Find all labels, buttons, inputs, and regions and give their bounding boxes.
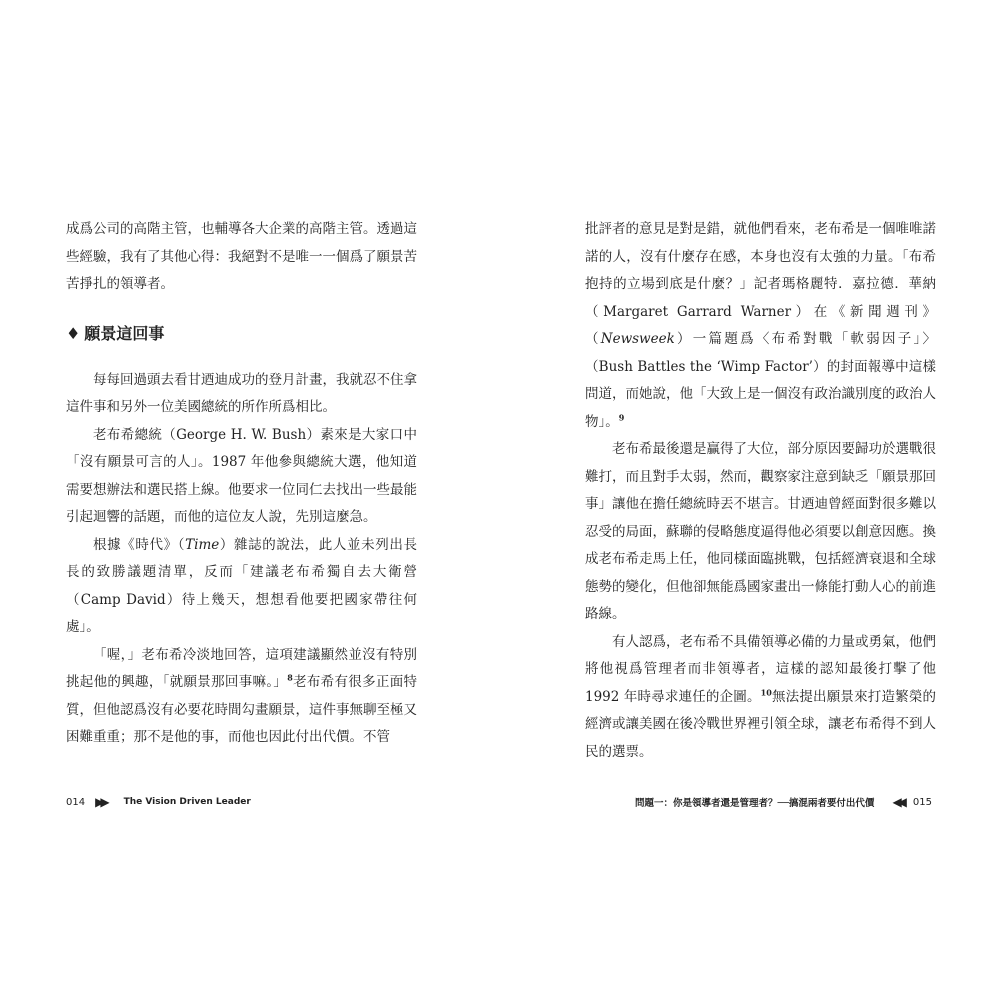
right-page bbox=[500, 0, 999, 999]
magazine-title-italic: Time bbox=[185, 536, 220, 553]
right-footer bbox=[635, 794, 932, 810]
paragraph bbox=[585, 629, 936, 767]
running-head-book-title: The Vision Driven Leader bbox=[123, 797, 251, 807]
paragraph-text: 「喔，」老布希冷淡地回答，這項建議顯然並沒有特別挑起他的興趣，「就願景那回事嘛。」 bbox=[66, 646, 417, 690]
diamond-bullet-icon: ♦ bbox=[66, 323, 81, 343]
double-arrow-right-icon: ▶▶ bbox=[95, 795, 106, 809]
paragraph-text: 批評者的意見是對是錯，就他們看來，老布希是一個唯唯諾諾的人，沒有什麼存在感，本身也沒有太強的力量。「布希抱持的立場到底是什麼？」記者瑪格麗特．嘉拉德．華納（Margaret Garrard Warner）在《新聞週刊》（ bbox=[585, 221, 936, 347]
section-heading-text: 願景這回事 bbox=[84, 323, 165, 343]
paragraph-continuation bbox=[585, 216, 936, 436]
page-number: 015 bbox=[912, 796, 932, 808]
left-page-body bbox=[66, 216, 417, 752]
footnote-marker: 10 bbox=[760, 687, 772, 697]
right-page-body bbox=[585, 216, 936, 766]
left-footer bbox=[66, 794, 251, 810]
double-arrow-left-icon: ◀◀ bbox=[892, 795, 903, 809]
paragraph-text: 有人認爲，老布希不具備領導必備的力量或勇氣，他們將他視爲管理者而非領導者，這樣的認知最後打擊了他 1992 年時尋求連任的企圖。 bbox=[585, 633, 936, 705]
footnote-marker: 8 bbox=[287, 672, 293, 683]
paragraph-text: 無法提出願景來打造繁榮的經濟或讓美國在後冷戰世界裡引領全球，讓老布希得不到人民的選票。 bbox=[585, 688, 937, 760]
paragraph-text: ）雜誌的說法，此人並未列出長長的致勝議題清單，反而「建議老布希獨自去大衛營（Camp David）待上幾天，想想看他要把國家帶往何處」。 bbox=[66, 536, 417, 635]
paragraph: 老布希總統（George H. W. Bush）素來是大家口中「沒有願景可言的人」。1987 年他參與總統大選，他知道需要想辦法和選民搭上線。他要求一位同仁去找出一些最能引起迴響的話題，而他的這位友人說，先別這麼急。 bbox=[66, 426, 417, 525]
paragraph bbox=[66, 642, 417, 752]
paragraph: 老布希最後還是贏得了大位，部分原因要歸功於選戰很難打，而且對手太弱，然而，觀察家注意到缺乏「願景那回事」讓他在擔任總統時丟不堪言。甘迺迪曾經面對很多難以忍受的局面，蘇聯的侵略態度逼得他必須要以創意因應。換成老布希走馬上任，他同樣面臨挑戰，包括經濟衰退和全球態勢的變化，但他卻無能爲國家畫出一條能打動人心的前進路線。 bbox=[585, 441, 936, 622]
paragraph: 每每回過頭去看甘迺迪成功的登月計畫，我就忍不住拿這件事和另外一位美國總統的所作所爲相比。 bbox=[66, 371, 417, 415]
paragraph bbox=[66, 532, 417, 642]
page-number: 014 bbox=[66, 796, 86, 808]
paragraph-text: 根據《時代》（ bbox=[93, 536, 186, 553]
paragraph-text: 老布希有很多正面特質，但他認爲沒有必要花時間勾畫願景，這件事無聊至極又困難重重；那不是他的事，而他也因此付出代價。不管 bbox=[66, 674, 418, 745]
running-head-chapter-title: 問題一：你是領導者還是管理者？──搞混兩者要付出代價 bbox=[634, 798, 875, 809]
footnote-marker: 9 bbox=[618, 412, 625, 422]
paragraph-continuation: 成爲公司的高階主管，也輔導各大企業的高階主管。透過這些經驗，我有了其他心得：我絕對不是唯一一個爲了願景苦苦掙扎的領導者。 bbox=[66, 221, 417, 292]
paragraph-text: ）一篇題爲〈布希對戰「軟弱因子」〉（Bush Battles the ‘Wimp Factor’）的封面報導中這樣問道，而她說，他「大致上是一個沒有政治識別度的政治人物」。 bbox=[585, 331, 937, 430]
magazine-title-italic: Newsweek bbox=[600, 331, 675, 347]
left-page bbox=[0, 0, 499, 999]
section-heading bbox=[66, 316, 417, 352]
